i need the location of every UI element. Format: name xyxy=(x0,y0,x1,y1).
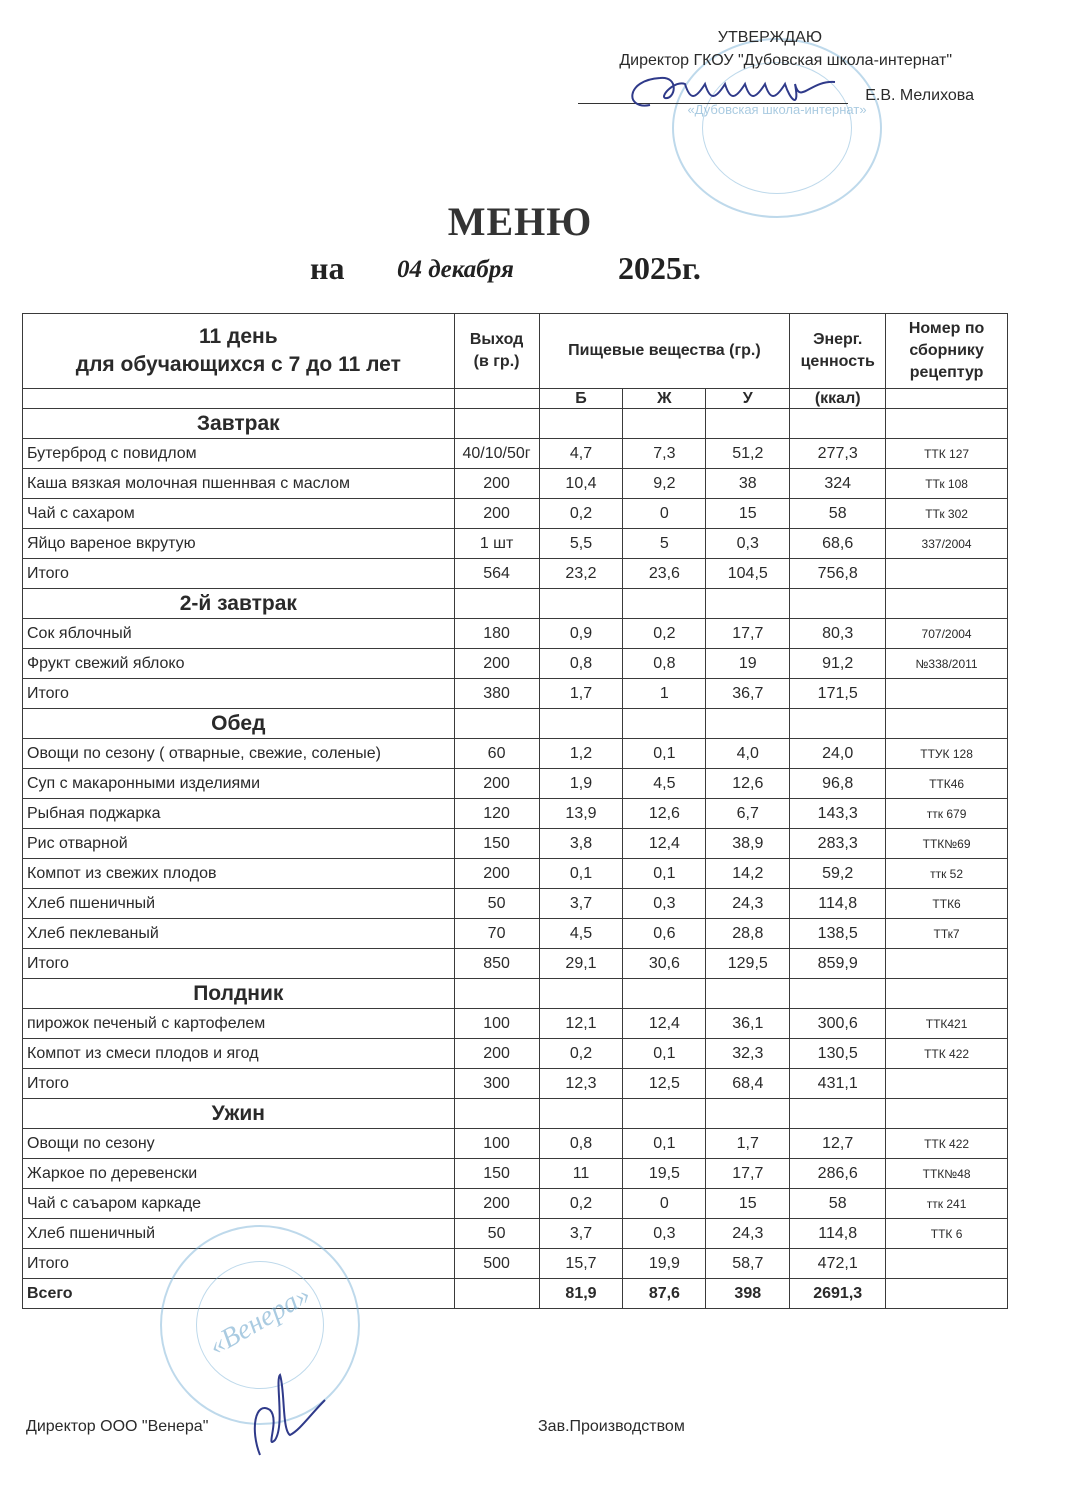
date-prefix: на xyxy=(310,250,345,286)
cell-out: 50 xyxy=(454,889,539,919)
empty-cell xyxy=(454,979,539,1009)
section-title: Завтрак xyxy=(23,409,455,439)
cell-u: 24,3 xyxy=(706,889,790,919)
table-row xyxy=(23,889,1008,919)
cell-out: 70 xyxy=(454,919,539,949)
cell-r: №338/2011 xyxy=(886,649,1008,679)
subheader-empty xyxy=(23,389,455,409)
subtotal-row xyxy=(23,1249,1008,1279)
cell-out: 180 xyxy=(454,619,539,649)
cell-zh: 12,4 xyxy=(623,1009,706,1039)
cell-out: 100 xyxy=(454,1009,539,1039)
cell-out: 500 xyxy=(454,1249,539,1279)
empty-cell xyxy=(706,979,790,1009)
approval-title: УТВЕРЖДАЮ xyxy=(717,29,822,46)
cell-name: Каша вязкая молочная пшеннвая с маслом xyxy=(23,469,455,499)
cell-name: Рис отварной xyxy=(23,829,455,859)
cell-zh: 0,1 xyxy=(623,739,706,769)
empty-cell xyxy=(539,1099,623,1129)
cell-zh: 7,3 xyxy=(623,439,706,469)
cell-b: 13,9 xyxy=(539,799,623,829)
cell-e: 91,2 xyxy=(790,649,886,679)
empty-cell xyxy=(886,589,1008,619)
cell-e: 58 xyxy=(790,1189,886,1219)
subtotal-row xyxy=(23,679,1008,709)
cell-u: 36,1 xyxy=(706,1009,790,1039)
header-output-line2: (в гр.) xyxy=(473,353,520,370)
cell-b: 0,2 xyxy=(539,499,623,529)
cell-out: 200 xyxy=(454,1189,539,1219)
header-nutrients: Пищевые вещества (гр.) xyxy=(539,314,790,389)
subheader-empty xyxy=(454,389,539,409)
cell-b: 4,7 xyxy=(539,439,623,469)
cell-name: Яйцо вареное вкрутую xyxy=(23,529,455,559)
cell-zh: 0 xyxy=(623,1189,706,1219)
header-energy-line2: ценность xyxy=(800,353,875,370)
cell-e: 277,3 xyxy=(790,439,886,469)
cell-zh: 1 xyxy=(623,679,706,709)
cell-r: ТТК 422 xyxy=(886,1039,1008,1069)
table-row xyxy=(23,1009,1008,1039)
cell-r: ттк 241 xyxy=(886,1189,1008,1219)
cell-u: 68,4 xyxy=(706,1069,790,1099)
cell-zh: 23,6 xyxy=(623,559,706,589)
cell-r: ТТК№48 xyxy=(886,1159,1008,1189)
cell-u: 32,3 xyxy=(706,1039,790,1069)
venera-stamp-text: «Венера» xyxy=(203,1279,316,1362)
cell-out: 200 xyxy=(454,499,539,529)
cell-name: Компот из свежих плодов xyxy=(23,859,455,889)
cell-b: 29,1 xyxy=(539,949,623,979)
cell-name: Фрукт свежий яблоко xyxy=(23,649,455,679)
cell-out: 150 xyxy=(454,829,539,859)
menu-table xyxy=(22,313,1008,1309)
cell-name: Хлеб пеклеваный xyxy=(23,919,455,949)
cell-e: 80,3 xyxy=(790,619,886,649)
cell-name: Компот из смеси плодов и ягод xyxy=(23,1039,455,1069)
cell-b: 12,3 xyxy=(539,1069,623,1099)
empty-cell xyxy=(790,709,886,739)
table-row xyxy=(23,1219,1008,1249)
empty-cell xyxy=(454,409,539,439)
header-recipe-line2: сборнику xyxy=(909,342,984,359)
cell-zh: 0,6 xyxy=(623,919,706,949)
school-stamp-text: «Дубовская школа-интернат» xyxy=(687,102,867,117)
director-signature xyxy=(620,70,850,115)
cell-out: 150 xyxy=(454,1159,539,1189)
cell-out: 380 xyxy=(454,679,539,709)
table-row xyxy=(23,829,1008,859)
cell-e: 286,6 xyxy=(790,1159,886,1189)
cell-r xyxy=(886,1249,1008,1279)
empty-cell xyxy=(886,709,1008,739)
total-cell-r xyxy=(886,1279,1008,1309)
cell-r: ТТК6 xyxy=(886,889,1008,919)
cell-b: 4,5 xyxy=(539,919,623,949)
page-title: МЕНЮ xyxy=(447,199,593,244)
empty-cell xyxy=(706,589,790,619)
section-header-row xyxy=(23,409,1008,439)
cell-out: 564 xyxy=(454,559,539,589)
cell-zh: 30,6 xyxy=(623,949,706,979)
empty-cell xyxy=(454,709,539,739)
empty-cell xyxy=(886,979,1008,1009)
cell-name: Хлеб пшеничный xyxy=(23,889,455,919)
cell-zh: 12,4 xyxy=(623,829,706,859)
cell-out: 200 xyxy=(454,859,539,889)
cell-u: 4,0 xyxy=(706,739,790,769)
cell-r: ТТУК 128 xyxy=(886,739,1008,769)
cell-e: 171,5 xyxy=(790,679,886,709)
cell-u: 15 xyxy=(706,499,790,529)
cell-e: 431,1 xyxy=(790,1069,886,1099)
table-row xyxy=(23,439,1008,469)
empty-cell xyxy=(790,1099,886,1129)
cell-r xyxy=(886,679,1008,709)
empty-cell xyxy=(706,1099,790,1129)
cell-b: 3,8 xyxy=(539,829,623,859)
header-recipe-line1: Номер по xyxy=(908,320,985,337)
cell-out: 100 xyxy=(454,1129,539,1159)
empty-cell xyxy=(886,409,1008,439)
table-row xyxy=(23,859,1008,889)
cell-name: Суп с макаронными изделиями xyxy=(23,769,455,799)
cell-name: Итого xyxy=(23,1249,455,1279)
cell-name: Итого xyxy=(23,679,455,709)
cell-r: ТТК46 xyxy=(886,769,1008,799)
empty-cell xyxy=(623,709,706,739)
table-row xyxy=(23,619,1008,649)
cell-name: Итого xyxy=(23,949,455,979)
empty-cell xyxy=(706,709,790,739)
cell-name: Итого xyxy=(23,1069,455,1099)
cell-zh: 0,1 xyxy=(623,1039,706,1069)
table-row xyxy=(23,1039,1008,1069)
cell-out: 200 xyxy=(454,649,539,679)
cell-e: 58 xyxy=(790,499,886,529)
cell-r: ТТК 422 xyxy=(886,1129,1008,1159)
section-title: Обед xyxy=(23,709,455,739)
cell-u: 24,3 xyxy=(706,1219,790,1249)
cell-zh: 0,1 xyxy=(623,859,706,889)
cell-r xyxy=(886,559,1008,589)
cell-b: 12,1 xyxy=(539,1009,623,1039)
empty-cell xyxy=(539,589,623,619)
cell-zh: 19,9 xyxy=(623,1249,706,1279)
cell-name: Хлеб пшеничный xyxy=(23,1219,455,1249)
cell-b: 3,7 xyxy=(539,1219,623,1249)
header-output xyxy=(454,314,539,389)
table-row xyxy=(23,1129,1008,1159)
cell-u: 17,7 xyxy=(706,1159,790,1189)
approval-role: Директор ГКОУ "Дубовская школа-интернат" xyxy=(619,52,952,69)
header-output-line1: Выход xyxy=(469,331,524,348)
cell-b: 0,8 xyxy=(539,649,623,679)
cell-zh: 0,3 xyxy=(623,889,706,919)
cell-out: 40/10/50г xyxy=(454,439,539,469)
cell-u: 36,7 xyxy=(706,679,790,709)
empty-cell xyxy=(539,709,623,739)
cell-u: 58,7 xyxy=(706,1249,790,1279)
cell-u: 14,2 xyxy=(706,859,790,889)
cell-u: 17,7 xyxy=(706,619,790,649)
cell-e: 859,9 xyxy=(790,949,886,979)
empty-cell xyxy=(886,1099,1008,1129)
footer-production-label: Зав.Производством xyxy=(538,1418,685,1435)
cell-e: 114,8 xyxy=(790,1219,886,1249)
table-row xyxy=(23,469,1008,499)
table-row xyxy=(23,499,1008,529)
cell-r: ТТК№69 xyxy=(886,829,1008,859)
table-row xyxy=(23,529,1008,559)
cell-name: Овощи по сезону ( отварные, свежие, соленые) xyxy=(23,739,455,769)
subheader-b: Б xyxy=(539,389,623,409)
table-row xyxy=(23,769,1008,799)
cell-e: 300,6 xyxy=(790,1009,886,1039)
cell-name: Чай с сахаром xyxy=(23,499,455,529)
cell-zh: 0 xyxy=(623,499,706,529)
cell-out: 120 xyxy=(454,799,539,829)
subheader-kcal: (ккал) xyxy=(790,389,886,409)
section-title: 2-й завтрак xyxy=(23,589,455,619)
total-cell-u: 398 xyxy=(706,1279,790,1309)
cell-e: 472,1 xyxy=(790,1249,886,1279)
cell-u: 28,8 xyxy=(706,919,790,949)
cell-name: Бутерброд с повидлом xyxy=(23,439,455,469)
cell-out: 200 xyxy=(454,469,539,499)
cell-zh: 0,8 xyxy=(623,649,706,679)
table-row xyxy=(23,919,1008,949)
header-recipe xyxy=(886,314,1008,389)
cell-e: 130,5 xyxy=(790,1039,886,1069)
empty-cell xyxy=(623,979,706,1009)
cell-u: 12,6 xyxy=(706,769,790,799)
menu-year: 2025г. xyxy=(618,250,701,286)
cell-name: Чай с саъаром каркаде xyxy=(23,1189,455,1219)
header-day xyxy=(23,314,455,389)
cell-u: 129,5 xyxy=(706,949,790,979)
cell-r: 707/2004 xyxy=(886,619,1008,649)
section-header-row xyxy=(23,979,1008,1009)
subheader-empty xyxy=(886,389,1008,409)
cell-b: 11 xyxy=(539,1159,623,1189)
subtotal-row xyxy=(23,949,1008,979)
cell-name: Жаркое по деревенски xyxy=(23,1159,455,1189)
empty-cell xyxy=(790,409,886,439)
subtotal-row xyxy=(23,1069,1008,1099)
approval-name: Е.В. Мелихова xyxy=(865,87,974,104)
cell-e: 143,3 xyxy=(790,799,886,829)
header-day-line1: 11 день xyxy=(198,325,278,348)
cell-r xyxy=(886,949,1008,979)
cell-zh: 5 xyxy=(623,529,706,559)
cell-zh: 19,5 xyxy=(623,1159,706,1189)
cell-b: 0,1 xyxy=(539,859,623,889)
empty-cell xyxy=(623,1099,706,1129)
cell-r: ТТк 302 xyxy=(886,499,1008,529)
total-cell-name: Всего xyxy=(23,1279,455,1309)
cell-e: 96,8 xyxy=(790,769,886,799)
cell-u: 38 xyxy=(706,469,790,499)
cell-zh: 12,6 xyxy=(623,799,706,829)
table-row xyxy=(23,1189,1008,1219)
venera-director-signature xyxy=(240,1370,330,1460)
cell-e: 756,8 xyxy=(790,559,886,589)
empty-cell xyxy=(790,979,886,1009)
subheader-u: У xyxy=(706,389,790,409)
total-cell-out xyxy=(454,1279,539,1309)
cell-e: 68,6 xyxy=(790,529,886,559)
cell-u: 1,7 xyxy=(706,1129,790,1159)
header-recipe-line3: рецептур xyxy=(909,364,984,381)
section-header-row xyxy=(23,709,1008,739)
cell-e: 324 xyxy=(790,469,886,499)
cell-u: 19 xyxy=(706,649,790,679)
cell-r: ТТК 6 xyxy=(886,1219,1008,1249)
table-subheader-row xyxy=(23,389,1008,409)
cell-u: 104,5 xyxy=(706,559,790,589)
cell-zh: 12,5 xyxy=(623,1069,706,1099)
section-header-row xyxy=(23,1099,1008,1129)
cell-b: 0,2 xyxy=(539,1039,623,1069)
header-day-line2: для обучающихся с 7 до 11 лет xyxy=(75,353,401,376)
menu-date: 04 декабря xyxy=(397,256,514,283)
cell-r: ТТК421 xyxy=(886,1009,1008,1039)
cell-zh: 0,2 xyxy=(623,619,706,649)
cell-out: 850 xyxy=(454,949,539,979)
section-title: Полдник xyxy=(23,979,455,1009)
footer-director-label: Директор ООО "Венера" xyxy=(26,1418,209,1435)
cell-out: 50 xyxy=(454,1219,539,1249)
cell-r: ттк 52 xyxy=(886,859,1008,889)
cell-name: Овощи по сезону xyxy=(23,1129,455,1159)
cell-zh: 0,3 xyxy=(623,1219,706,1249)
cell-u: 0,3 xyxy=(706,529,790,559)
cell-b: 1,2 xyxy=(539,739,623,769)
cell-b: 0,2 xyxy=(539,1189,623,1219)
empty-cell xyxy=(623,589,706,619)
table-header-row xyxy=(23,314,1008,389)
cell-e: 59,2 xyxy=(790,859,886,889)
cell-e: 283,3 xyxy=(790,829,886,859)
header-energy-line1: Энерг. xyxy=(813,331,863,348)
cell-zh: 4,5 xyxy=(623,769,706,799)
empty-cell xyxy=(539,409,623,439)
cell-out: 300 xyxy=(454,1069,539,1099)
cell-name: пирожок печеный с картофелем xyxy=(23,1009,455,1039)
cell-out: 60 xyxy=(454,739,539,769)
table-row xyxy=(23,649,1008,679)
section-title: Ужин xyxy=(23,1099,455,1129)
cell-e: 24,0 xyxy=(790,739,886,769)
cell-name: Рыбная поджарка xyxy=(23,799,455,829)
cell-out: 200 xyxy=(454,769,539,799)
cell-e: 138,5 xyxy=(790,919,886,949)
total-cell-zh: 87,6 xyxy=(623,1279,706,1309)
total-cell-e: 2691,3 xyxy=(790,1279,886,1309)
cell-e: 114,8 xyxy=(790,889,886,919)
cell-r: ТТк 108 xyxy=(886,469,1008,499)
cell-r: ТТк7 xyxy=(886,919,1008,949)
cell-r: ттк 679 xyxy=(886,799,1008,829)
cell-b: 23,2 xyxy=(539,559,623,589)
cell-b: 0,9 xyxy=(539,619,623,649)
cell-b: 0,8 xyxy=(539,1129,623,1159)
header-energy xyxy=(790,314,886,389)
cell-u: 51,2 xyxy=(706,439,790,469)
cell-u: 15 xyxy=(706,1189,790,1219)
table-row xyxy=(23,739,1008,769)
cell-zh: 0,1 xyxy=(623,1129,706,1159)
empty-cell xyxy=(454,1099,539,1129)
cell-b: 5,5 xyxy=(539,529,623,559)
cell-b: 1,9 xyxy=(539,769,623,799)
cell-zh: 9,2 xyxy=(623,469,706,499)
cell-b: 3,7 xyxy=(539,889,623,919)
cell-r xyxy=(886,1069,1008,1099)
cell-u: 6,7 xyxy=(706,799,790,829)
empty-cell xyxy=(454,589,539,619)
cell-name: Итого xyxy=(23,559,455,589)
table-row xyxy=(23,799,1008,829)
cell-r: ТТК 127 xyxy=(886,439,1008,469)
cell-e: 12,7 xyxy=(790,1129,886,1159)
empty-cell xyxy=(539,979,623,1009)
subheader-zh: Ж xyxy=(623,389,706,409)
subtotal-row xyxy=(23,559,1008,589)
section-header-row xyxy=(23,589,1008,619)
cell-out: 1 шт xyxy=(454,529,539,559)
cell-out: 200 xyxy=(454,1039,539,1069)
table-row xyxy=(23,1159,1008,1189)
empty-cell xyxy=(790,589,886,619)
cell-b: 1,7 xyxy=(539,679,623,709)
cell-name: Сок яблочный xyxy=(23,619,455,649)
document-heading xyxy=(0,198,1040,245)
cell-r: 337/2004 xyxy=(886,529,1008,559)
empty-cell xyxy=(623,409,706,439)
total-cell-b: 81,9 xyxy=(539,1279,623,1309)
cell-b: 10,4 xyxy=(539,469,623,499)
cell-b: 15,7 xyxy=(539,1249,623,1279)
cell-u: 38,9 xyxy=(706,829,790,859)
empty-cell xyxy=(706,409,790,439)
